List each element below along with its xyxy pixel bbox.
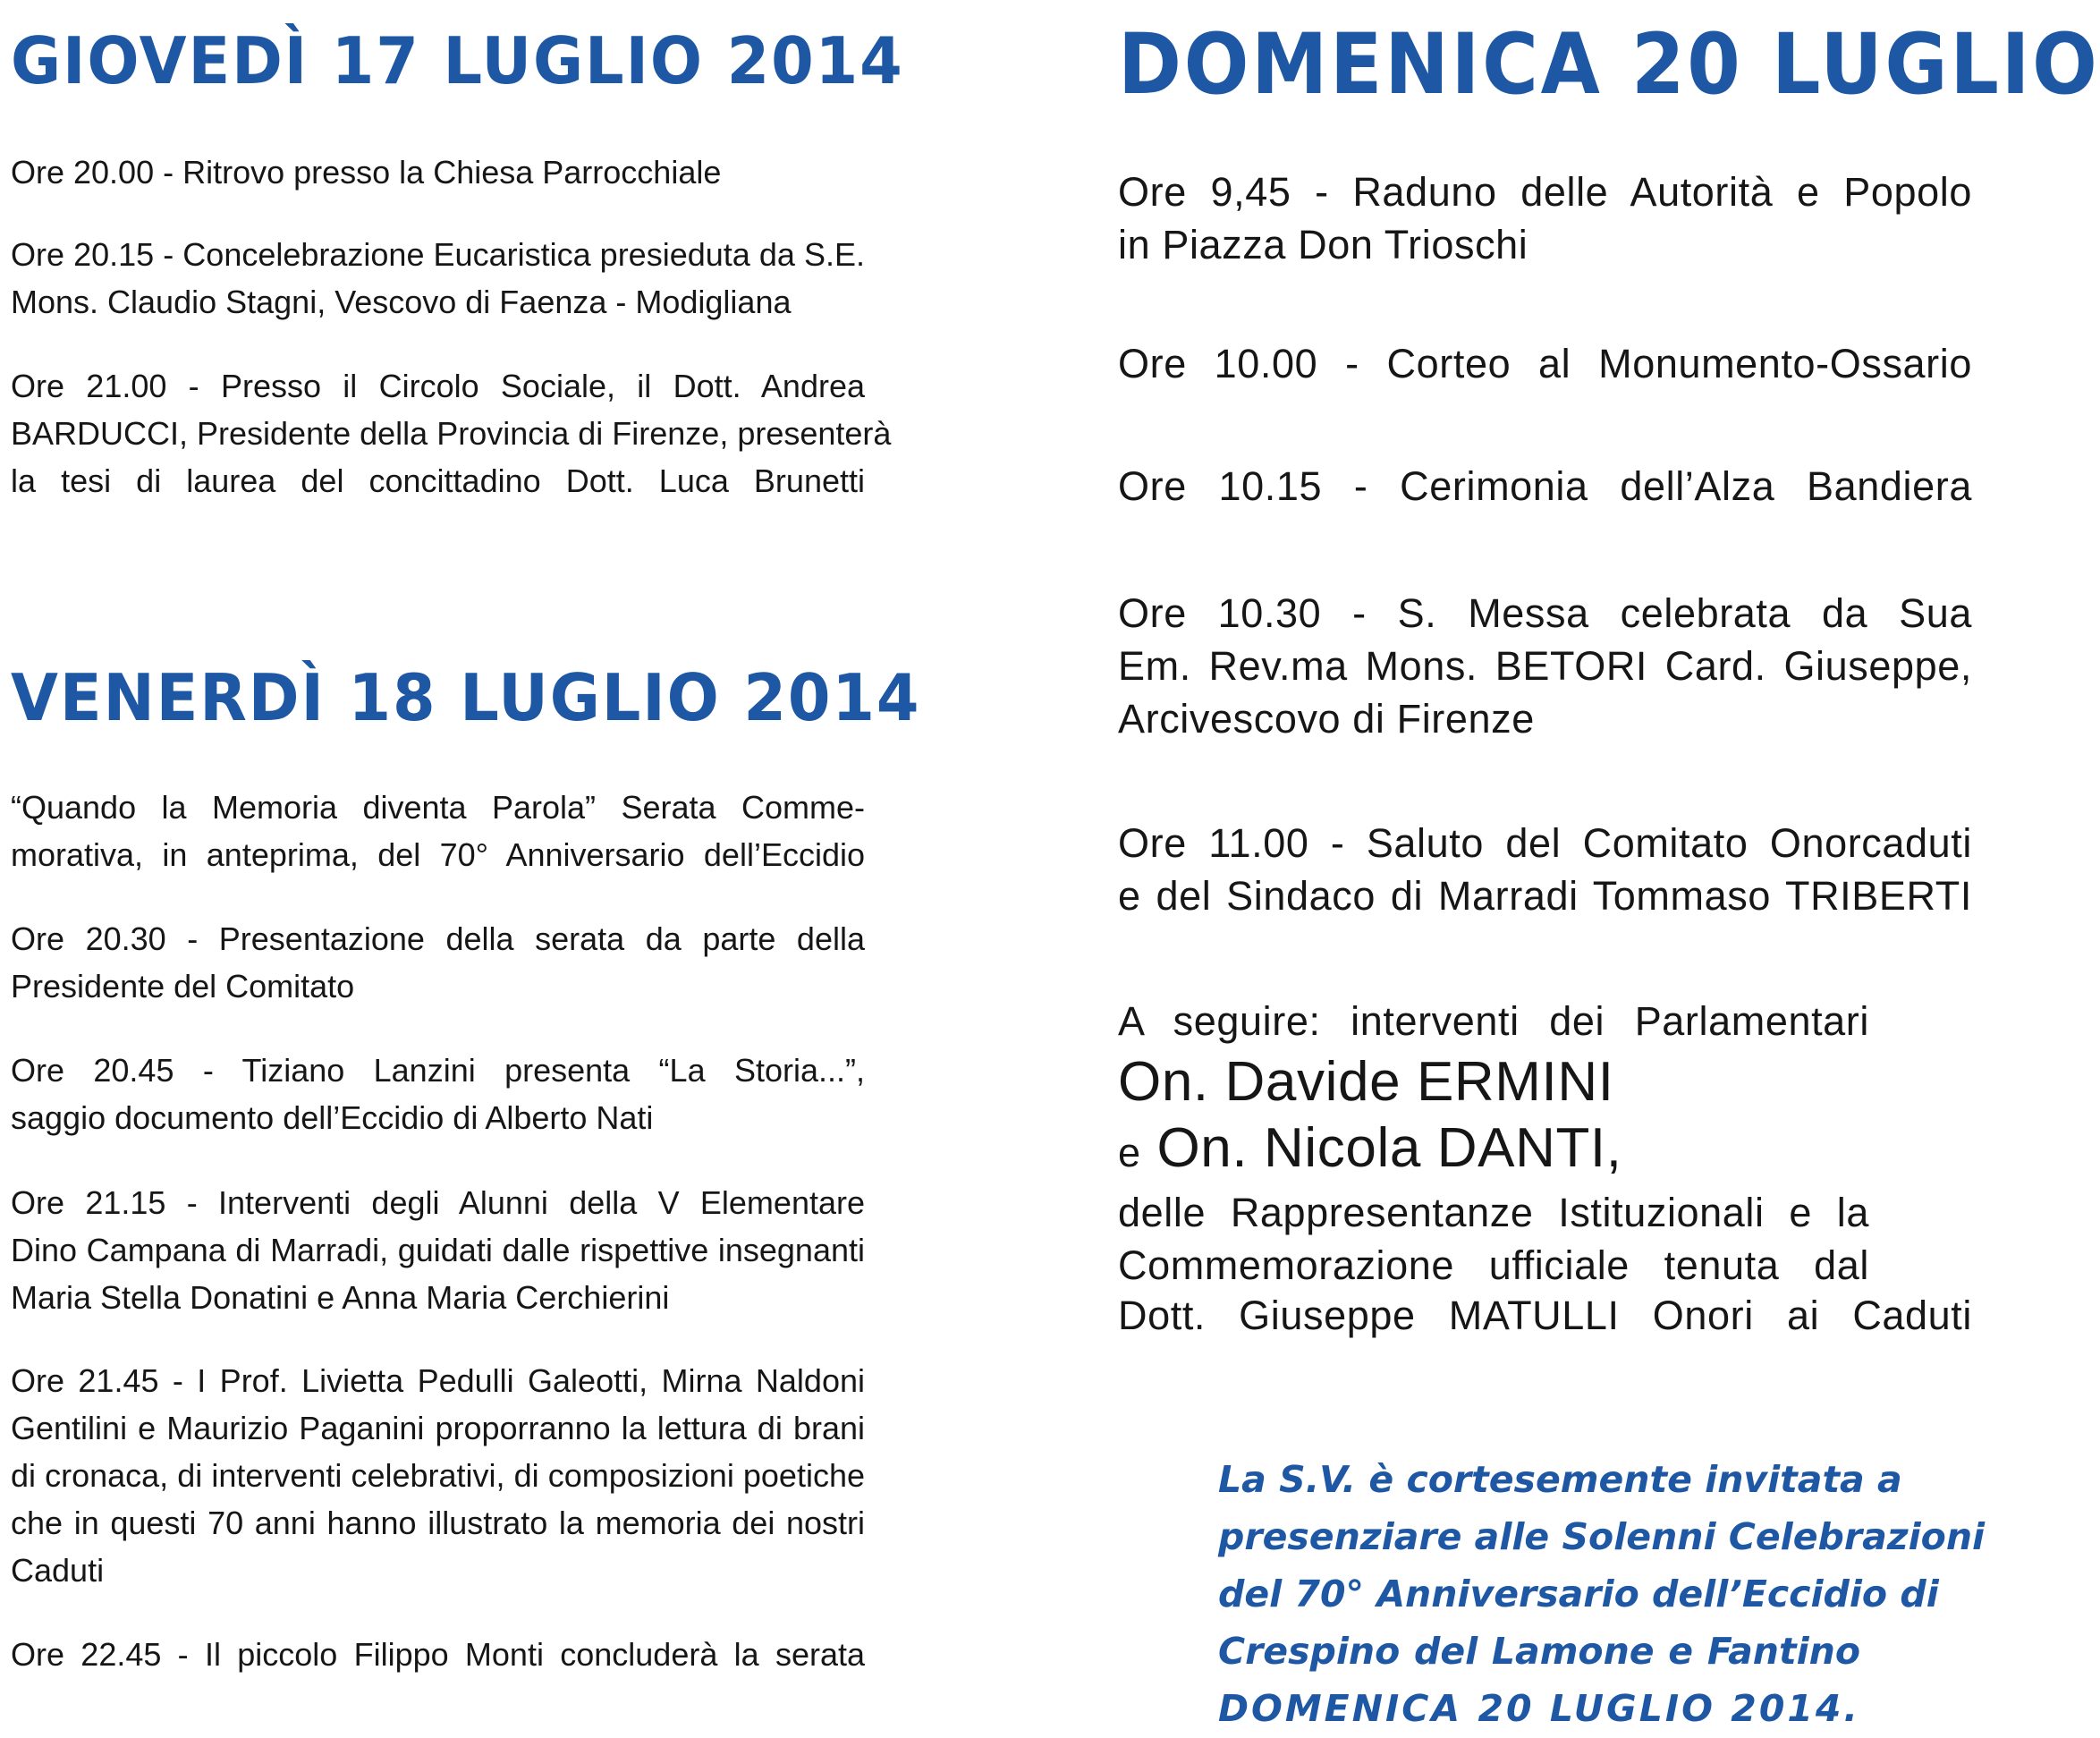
program-line: morativa, in anteprima, del 70° Anniversario dell’Eccidio <box>11 836 865 873</box>
program-item <box>1118 460 1972 513</box>
program-item <box>11 1631 865 1678</box>
program-line: la tesi di laurea del concittadino Dott. Luca Brunetti <box>11 462 865 499</box>
program-line: Maria Stella Donatini e Anna Maria Cerchierini <box>11 1279 670 1316</box>
program-item <box>11 1357 865 1594</box>
program-line: Presidente del Comitato <box>11 968 355 1005</box>
program-item <box>1118 587 1972 745</box>
program-line: di cronaca, di interventi celebrativi, di composizioni poetiche <box>11 1457 865 1494</box>
program-line: e del Sindaco di Marradi Tommaso TRIBERTI <box>1118 873 1972 919</box>
invitation-text <box>1218 1451 1986 1737</box>
conjunction: e <box>1118 1130 1141 1175</box>
program-line: Ore 21.00 - Presso il Circolo Sociale, il Dott. Andrea <box>11 368 865 404</box>
program-item <box>11 1047 865 1141</box>
parliamentarian-name: On. Davide ERMINI <box>1118 1051 1614 1113</box>
program-line: Ore 10.15 - Cerimonia dell’Alza Bandiera <box>1118 463 1972 509</box>
program-item <box>11 1179 865 1321</box>
program-line: Em. Rev.ma Mons. BETORI Card. Giuseppe, <box>1118 643 1972 689</box>
program-item <box>11 231 865 326</box>
program-line: “Quando la Memoria diventa Parola” Serata Comme- <box>11 789 865 826</box>
program-line: in Piazza Don Trioschi <box>1118 222 1528 267</box>
program-line: Ore 20.15 - Concelebrazione Eucaristica presieduta da S.E. <box>11 236 865 273</box>
day-title-friday: VENERDÌ 18 LUGLIO 2014 <box>11 660 921 735</box>
following-intro: A seguire: interventi dei Parlamentari <box>1118 998 1869 1044</box>
following-line: Commemorazione ufficiale tenuta dal <box>1118 1242 1869 1288</box>
invitation-line: Crespino del Lamone e Fantino <box>1218 1630 1860 1673</box>
program-line: saggio documento dell’Eccidio di Alberto Nati <box>11 1099 654 1136</box>
program-line: Ore 20.30 - Presentazione della serata da parte della <box>11 920 865 957</box>
invitation-line: del 70° Anniversario dell’Eccidio di <box>1218 1573 1939 1615</box>
day-title-sunday: DOMENICA 20 LUGLIO <box>1118 16 2100 114</box>
program-line: Ore 21.45 - I Prof. Livietta Pedulli Galeotti, Mirna Naldoni <box>11 1362 865 1399</box>
program-line: Dino Campana di Marradi, guidati dalle rispettive insegnanti <box>11 1232 865 1268</box>
program-line: Ore 20.45 - Tiziano Lanzini presenta “La Storia...”, <box>11 1052 865 1089</box>
program-item <box>1118 165 1972 271</box>
following-line: Dott. Giuseppe MATULLI Onori ai Caduti <box>1118 1293 1972 1338</box>
invitation-line: La S.V. è cortesemente invitata a <box>1218 1458 1902 1501</box>
parliamentarian-name: On. Nicola DANTI, <box>1156 1117 1622 1179</box>
invitation-line: presenziare alle Solenni Celebrazioni <box>1218 1515 1986 1558</box>
program-line: BARDUCCI, Presidente della Provincia di Firenze, presenterà <box>11 415 892 452</box>
program-line: che in questi 70 anni hanno illustrato la memoria dei nostri <box>11 1505 865 1541</box>
following-line: delle Rappresentanze Istituzionali e la <box>1118 1190 1869 1235</box>
program-item <box>1118 1289 1972 1342</box>
program-item <box>11 784 865 878</box>
program-line: Ore 9,45 - Raduno delle Autorità e Popolo <box>1118 169 1972 215</box>
invitation-line: DOMENICA 20 LUGLIO 2014. <box>1218 1687 1860 1730</box>
program-line: Ore 10.00 - Corteo al Monumento-Ossario <box>1118 341 1972 386</box>
program-item <box>11 362 892 504</box>
program-line: Arcivescovo di Firenze <box>1118 696 1535 742</box>
program-line: Ore 21.15 - Interventi degli Alunni della V Elementare <box>11 1184 865 1221</box>
program-item <box>1118 337 1972 390</box>
parliamentarians-block <box>1118 995 1869 1292</box>
program-line: Ore 10.30 - S. Messa celebrata da Sua <box>1118 590 1972 636</box>
program-line: Ore 11.00 - Saluto del Comitato Onorcaduti <box>1118 820 1972 866</box>
program-line: Caduti <box>11 1552 105 1589</box>
program-item <box>1118 817 1972 922</box>
day-title-thursday: GIOVEDÌ 17 LUGLIO 2014 <box>11 23 904 98</box>
program-item <box>11 148 865 196</box>
program-line: Ore 20.00 - Ritrovo presso la Chiesa Parrocchiale <box>11 154 722 191</box>
parliamentarian-line <box>1118 1115 1869 1186</box>
program-line: Ore 22.45 - Il piccolo Filippo Monti concluderà la serata <box>11 1636 865 1673</box>
program-item <box>11 915 865 1010</box>
program-line: Gentilini e Maurizio Paganini proporranno la lettura di brani <box>11 1410 865 1446</box>
program-line: Mons. Claudio Stagni, Vescovo di Faenza - Modigliana <box>11 284 792 320</box>
